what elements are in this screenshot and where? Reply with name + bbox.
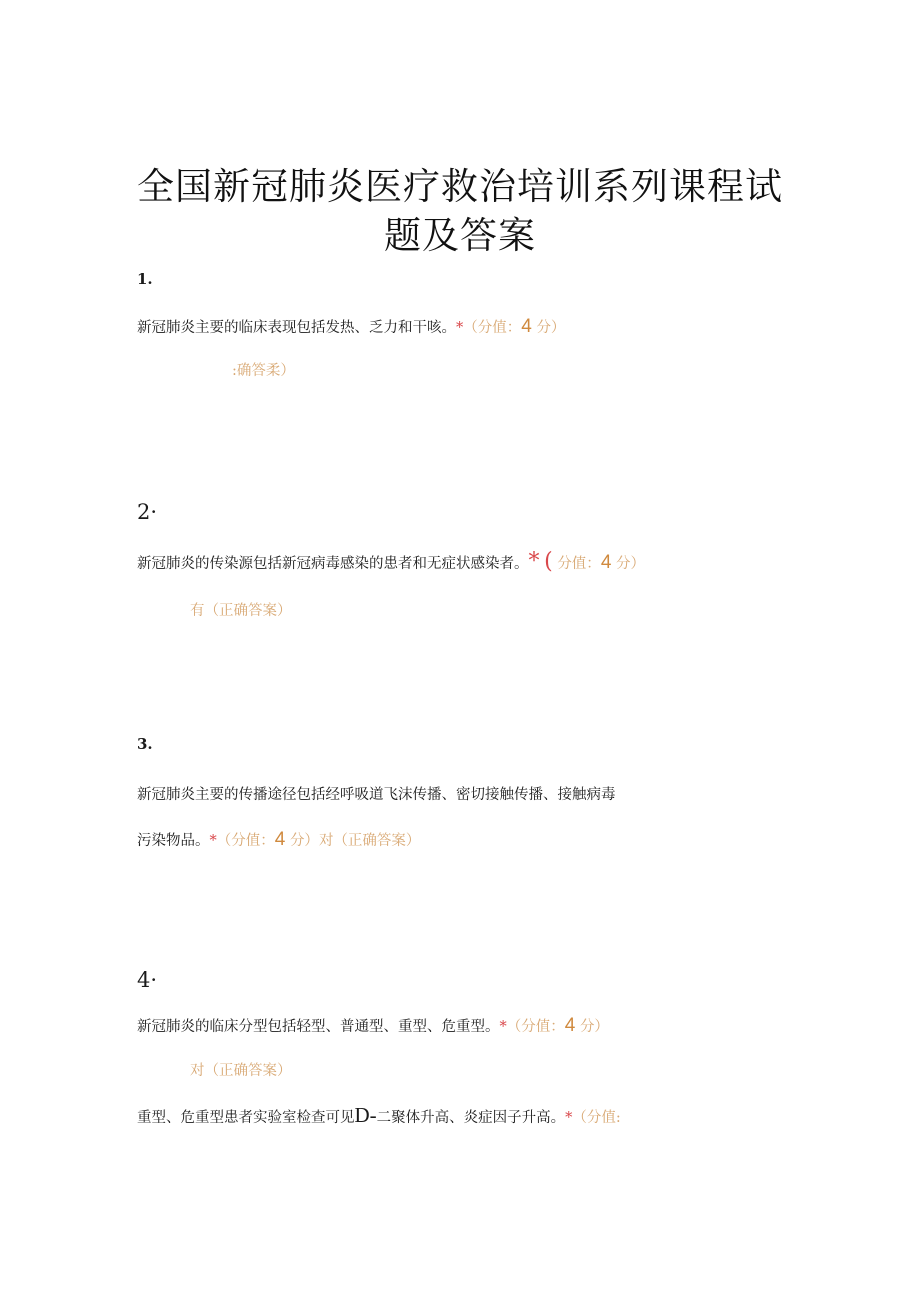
- question-number: 4·: [137, 968, 158, 992]
- question-text: [137, 1103, 621, 1128]
- answer-label: 对（正确答案）: [190, 1063, 292, 1079]
- question-statement: 新冠肺炎主要的临床表现包括发热、乏力和干咳。: [137, 320, 456, 336]
- required-star: *: [499, 1019, 507, 1035]
- question-number: 3.: [137, 735, 153, 753]
- answer-label: 对（正确答案）: [318, 833, 421, 849]
- required-star: *: [209, 833, 217, 849]
- question-text: 新冠肺炎主要的传播途径包括经呼吸道飞沫传播、密切接触传播、接触病毒: [137, 787, 616, 803]
- question-number: 2·: [137, 500, 158, 524]
- required-star: *: [565, 1110, 573, 1126]
- score-label: （分值:: [572, 1110, 621, 1126]
- score-paren: (: [544, 549, 553, 574]
- answer-label: 有（正确答案）: [190, 603, 292, 619]
- required-star: *: [528, 549, 540, 574]
- document-title-line2: 题及答案: [384, 214, 536, 257]
- document-title-line1: 全国新冠肺炎医疗救治培训系列课程试: [137, 165, 783, 208]
- question-text: [137, 316, 565, 338]
- score-label: （分值：4 分）: [506, 1015, 609, 1036]
- question-statement: 重型、危重型患者实验室检查可见: [137, 1110, 355, 1126]
- question-number: 1.: [137, 270, 153, 288]
- question-statement: 新冠肺炎的传染源包括新冠病毒感染的患者和无症状感染者。: [137, 556, 529, 572]
- score-label: （分值：4 分）: [216, 829, 319, 850]
- question-text-continued: [137, 829, 420, 851]
- required-star: *: [456, 320, 464, 336]
- score-label: 分值：4 分）: [557, 552, 645, 573]
- answer-label: :确答柔）: [232, 363, 295, 379]
- question-text: [137, 1015, 609, 1037]
- question-text: [137, 549, 645, 574]
- question-statement: 新冠肺炎的临床分型包括轻型、普通型、重型、危重型。: [137, 1019, 500, 1035]
- score-label: （分值：4 分）: [463, 316, 566, 337]
- question-statement-end: 二聚体升高、炎症因子升高。: [376, 1110, 566, 1126]
- d-dimer-letter: D-: [354, 1103, 377, 1127]
- question-statement: 污染物品。: [137, 833, 210, 849]
